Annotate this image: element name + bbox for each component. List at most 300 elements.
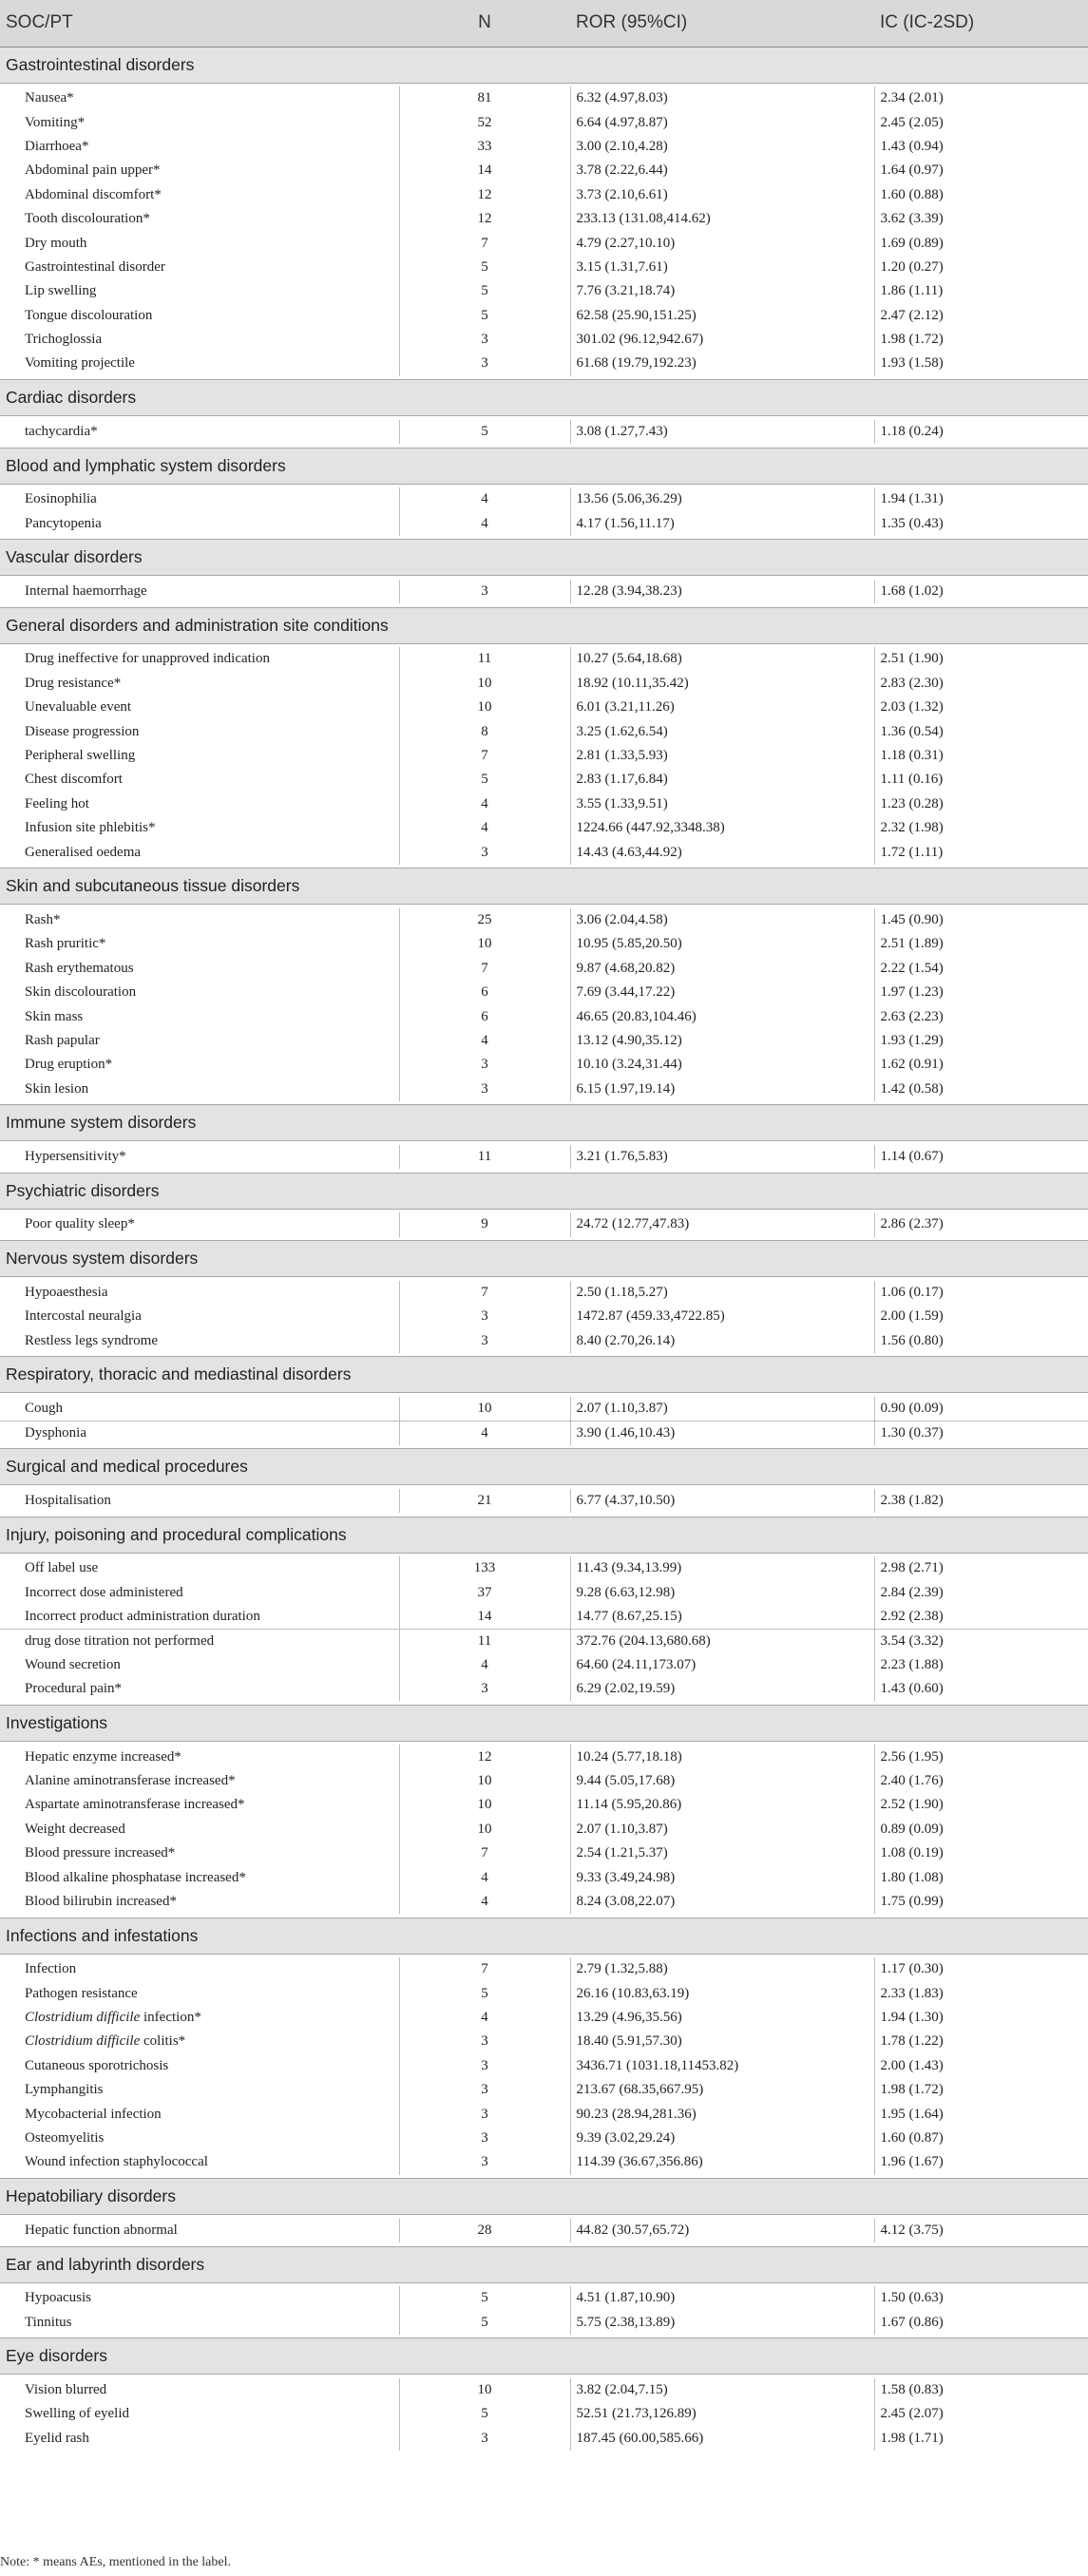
soc-row — [0, 1357, 1088, 1393]
table-row — [0, 2006, 1088, 2030]
pt-name: Skin discolouration — [25, 984, 137, 1001]
table-row — [0, 2310, 1088, 2334]
ic-value: 1.98 (1.72) — [874, 328, 1088, 352]
case-count: 10 — [399, 932, 570, 956]
table-row — [0, 1769, 1088, 1793]
table-row — [0, 1653, 1088, 1677]
pt-name: Hepatic enzyme increased* — [25, 1748, 181, 1765]
ror-value: 1472.87 (459.33,4722.85) — [570, 1305, 874, 1328]
soc-label: Cardiac disorders — [0, 380, 1088, 416]
ic-value: 1.42 (0.58) — [874, 1078, 1088, 1101]
ror-value: 64.60 (24.11,173.07) — [570, 1653, 874, 1677]
ror-value: 46.65 (20.83,104.46) — [570, 1004, 874, 1028]
table-row — [0, 1957, 1088, 1981]
case-count: 9 — [399, 1212, 570, 1236]
ror-value: 2.54 (1.21,5.37) — [570, 1841, 874, 1865]
table-row — [0, 2078, 1088, 2102]
pt-name: Feeling hot — [25, 795, 89, 811]
table-row — [0, 840, 1088, 864]
soc-label: Infections and infestations — [0, 1918, 1088, 1954]
ror-value: 10.24 (5.77,18.18) — [570, 1745, 874, 1768]
ror-value: 3.06 (2.04,4.58) — [570, 908, 874, 932]
pt-name: Infection — [25, 1961, 77, 1977]
pt-name: Intercostal neuralgia — [25, 1308, 142, 1325]
ic-value: 2.84 (2.39) — [874, 1580, 1088, 1604]
table-row — [0, 1629, 1088, 1652]
ic-value: 1.17 (0.30) — [874, 1957, 1088, 1981]
pt-name: Skin mass — [25, 1008, 84, 1024]
soc-label: General disorders and administration site conditions — [0, 607, 1088, 643]
ic-value: 1.62 (0.91) — [874, 1053, 1088, 1077]
case-count: 6 — [399, 1004, 570, 1028]
organism-name: Clostridium difficile — [25, 2010, 141, 2026]
ror-value: 11.43 (9.34,13.99) — [570, 1556, 874, 1580]
pt-name: Blood pressure increased* — [25, 1845, 176, 1861]
ic-value: 2.51 (1.90) — [874, 647, 1088, 671]
table-row — [0, 1328, 1088, 1352]
table-row — [0, 1145, 1088, 1169]
soc-label: Vascular disorders — [0, 540, 1088, 576]
case-count: 7 — [399, 1957, 570, 1981]
table-row — [0, 719, 1088, 743]
ror-value: 44.82 (30.57,65.72) — [570, 2219, 874, 2242]
ic-value: 1.36 (0.54) — [874, 719, 1088, 743]
table-row — [0, 2286, 1088, 2310]
table-row — [0, 1981, 1088, 2005]
pt-name: Alanine aminotransferase increased* — [25, 1772, 236, 1788]
ic-value: 1.18 (0.31) — [874, 744, 1088, 768]
case-count: 33 — [399, 135, 570, 159]
ic-value: 2.83 (2.30) — [874, 672, 1088, 696]
ic-value: 2.32 (1.98) — [874, 816, 1088, 840]
ror-value: 3.21 (1.76,5.83) — [570, 1145, 874, 1169]
ror-value: 3.08 (1.27,7.43) — [570, 420, 874, 444]
ic-value: 2.45 (2.07) — [874, 2402, 1088, 2426]
pt-name: Peripheral swelling — [25, 748, 136, 763]
soc-row — [0, 607, 1088, 643]
ror-value: 3.00 (2.10,4.28) — [570, 135, 874, 159]
pt-name: Drug resistance* — [25, 675, 122, 691]
table-row — [0, 2127, 1088, 2150]
pt-name: Osteomyelitis — [25, 2130, 105, 2147]
ic-value: 1.30 (0.37) — [874, 1421, 1088, 1444]
case-count: 3 — [399, 352, 570, 375]
pt-name: Hepatic function abnormal — [25, 2222, 178, 2238]
ic-value: 1.58 (0.83) — [874, 2378, 1088, 2402]
table-row — [0, 908, 1088, 932]
case-count: 4 — [399, 792, 570, 816]
case-count: 4 — [399, 487, 570, 511]
ror-value: 9.33 (3.49,24.98) — [570, 1865, 874, 1889]
pt-name: Weight decreased — [25, 1821, 125, 1837]
table-row — [0, 2054, 1088, 2078]
table-row — [0, 1841, 1088, 1865]
soc-label: Surgical and medical procedures — [0, 1449, 1088, 1485]
case-count: 14 — [399, 159, 570, 182]
pt-name: Dry mouth — [25, 235, 87, 251]
ror-value: 3.82 (2.04,7.15) — [570, 2378, 874, 2402]
soc-label: Investigations — [0, 1705, 1088, 1741]
table-row — [0, 1489, 1088, 1513]
ror-value: 6.01 (3.21,11.26) — [570, 696, 874, 719]
case-count: 5 — [399, 304, 570, 328]
ic-value: 1.69 (0.89) — [874, 231, 1088, 255]
ic-value: 1.93 (1.58) — [874, 352, 1088, 375]
table-row — [0, 816, 1088, 840]
case-count: 6 — [399, 981, 570, 1004]
table-row — [0, 1004, 1088, 1028]
table-row — [0, 2427, 1088, 2451]
ror-value: 6.15 (1.97,19.14) — [570, 1078, 874, 1101]
ic-value: 1.43 (0.94) — [874, 135, 1088, 159]
pt-name: Tongue discolouration — [25, 307, 153, 323]
ror-value: 3.55 (1.33,9.51) — [570, 792, 874, 816]
ic-value: 2.47 (2.12) — [874, 304, 1088, 328]
soc-row — [0, 47, 1088, 83]
soc-label: Respiratory, thoracic and mediastinal disorders — [0, 1357, 1088, 1393]
ic-value: 2.56 (1.95) — [874, 1745, 1088, 1768]
ror-value: 213.67 (68.35,667.95) — [570, 2078, 874, 2102]
ror-value: 14.77 (8.67,25.15) — [570, 1605, 874, 1629]
case-count: 4 — [399, 1653, 570, 1677]
soc-row — [0, 1173, 1088, 1209]
ic-value: 1.67 (0.86) — [874, 2310, 1088, 2334]
pt-name: Incorrect product administration duration — [25, 1608, 260, 1624]
ror-value: 9.28 (6.63,12.98) — [570, 1580, 874, 1604]
case-count: 21 — [399, 1489, 570, 1513]
soc-label: Gastrointestinal disorders — [0, 47, 1088, 83]
case-count: 37 — [399, 1580, 570, 1604]
soc-label: Psychiatric disorders — [0, 1173, 1088, 1209]
case-count: 81 — [399, 86, 570, 110]
table-row — [0, 1078, 1088, 1101]
soc-label: Eye disorders — [0, 2338, 1088, 2375]
pt-name: Hypoacusis — [25, 2290, 91, 2306]
case-count: 5 — [399, 1981, 570, 2005]
table-row — [0, 1053, 1088, 1077]
soc-label: Immune system disorders — [0, 1105, 1088, 1141]
ic-value: 1.18 (0.24) — [874, 420, 1088, 444]
case-count: 7 — [399, 1281, 570, 1305]
ror-value: 61.68 (19.79,192.23) — [570, 352, 874, 375]
ic-value: 3.54 (3.32) — [874, 1629, 1088, 1652]
ic-value: 2.63 (2.23) — [874, 1004, 1088, 1028]
pt-name: Chest discomfort — [25, 772, 123, 788]
ror-value: 10.27 (5.64,18.68) — [570, 647, 874, 671]
ic-value: 1.35 (0.43) — [874, 511, 1088, 535]
case-count: 3 — [399, 580, 570, 603]
table-row — [0, 2378, 1088, 2402]
table-row — [0, 207, 1088, 231]
case-count: 14 — [399, 1605, 570, 1629]
pt-name: Tooth discolouration* — [25, 211, 150, 227]
ic-value: 2.23 (1.88) — [874, 1653, 1088, 1677]
table-row — [0, 1556, 1088, 1580]
ic-value: 1.56 (0.80) — [874, 1328, 1088, 1352]
pt-name: Internal haemorrhage — [25, 583, 147, 600]
table-row — [0, 580, 1088, 603]
ic-value: 2.38 (1.82) — [874, 1489, 1088, 1513]
ror-value: 11.14 (5.95,20.86) — [570, 1793, 874, 1817]
ror-value: 2.83 (1.17,6.84) — [570, 768, 874, 792]
ror-value: 3436.71 (1031.18,11453.82) — [570, 2054, 874, 2078]
pt-name: Rash pruritic* — [25, 936, 106, 952]
soc-row — [0, 2179, 1088, 2215]
case-count: 4 — [399, 816, 570, 840]
ror-value: 26.16 (10.83,63.19) — [570, 1981, 874, 2005]
table-row — [0, 2219, 1088, 2242]
pt-name: Generalised oedema — [25, 844, 142, 860]
header-n: N — [399, 0, 570, 47]
pt-name: Blood alkaline phosphatase increased* — [25, 1869, 246, 1885]
ror-value: 233.13 (131.08,414.62) — [570, 207, 874, 231]
soc-row — [0, 868, 1088, 905]
ic-value: 2.00 (1.43) — [874, 2054, 1088, 2078]
case-count: 12 — [399, 207, 570, 231]
ror-value: 8.24 (3.08,22.07) — [570, 1890, 874, 1914]
header-soc-pt: SOC/PT — [0, 0, 399, 47]
pt-name: Diarrhoea* — [25, 138, 89, 154]
ic-value: 2.98 (2.71) — [874, 1556, 1088, 1580]
soc-row — [0, 1705, 1088, 1741]
pt-name: Wound infection staphylococcal — [25, 2154, 208, 2170]
ic-value: 1.23 (0.28) — [874, 792, 1088, 816]
case-count: 5 — [399, 768, 570, 792]
pt-name: Vomiting* — [25, 114, 86, 130]
ic-value: 0.89 (0.09) — [874, 1818, 1088, 1841]
soc-label: Ear and labyrinth disorders — [0, 2246, 1088, 2282]
case-count: 3 — [399, 840, 570, 864]
pt-name: Mycobacterial infection — [25, 2106, 162, 2122]
table-row — [0, 86, 1088, 110]
case-count: 4 — [399, 1029, 570, 1053]
ror-value: 13.29 (4.96,35.56) — [570, 2006, 874, 2030]
soc-row — [0, 448, 1088, 484]
ror-value: 90.23 (28.94,281.36) — [570, 2102, 874, 2126]
pt-name: Hospitalisation — [25, 1492, 111, 1508]
soc-row — [0, 1449, 1088, 1485]
soc-label: Skin and subcutaneous tissue disorders — [0, 868, 1088, 905]
case-count: 3 — [399, 2102, 570, 2126]
table-row — [0, 932, 1088, 956]
pt-name: tachycardia* — [25, 423, 98, 439]
pt-name: Eosinophilia — [25, 491, 97, 507]
table-row — [0, 1421, 1088, 1444]
ror-value: 13.12 (4.90,35.12) — [570, 1029, 874, 1053]
ic-value: 1.94 (1.30) — [874, 2006, 1088, 2030]
ror-value: 6.64 (4.97,8.87) — [570, 110, 874, 134]
ic-value: 2.33 (1.83) — [874, 1981, 1088, 2005]
ic-value: 1.43 (0.60) — [874, 1677, 1088, 1701]
ic-value: 1.60 (0.87) — [874, 2127, 1088, 2150]
ror-value: 62.58 (25.90,151.25) — [570, 304, 874, 328]
table-row — [0, 511, 1088, 535]
table-row — [0, 110, 1088, 134]
pt-name: Hypersensitivity* — [25, 1149, 126, 1165]
table-row — [0, 1281, 1088, 1305]
ic-value: 1.14 (0.67) — [874, 1145, 1088, 1169]
soc-label: Nervous system disorders — [0, 1241, 1088, 1277]
case-count: 10 — [399, 696, 570, 719]
case-count: 3 — [399, 328, 570, 352]
case-count: 3 — [399, 1305, 570, 1328]
table-row — [0, 135, 1088, 159]
table-header-row — [0, 0, 1088, 47]
ic-value: 2.34 (2.01) — [874, 86, 1088, 110]
ic-value: 1.75 (0.99) — [874, 1890, 1088, 1914]
table-row — [0, 304, 1088, 328]
ror-value: 301.02 (96.12,942.67) — [570, 328, 874, 352]
table-row — [0, 1605, 1088, 1629]
case-count: 12 — [399, 183, 570, 207]
pt-name: Abdominal pain upper* — [25, 162, 161, 179]
pt-name: Nausea* — [25, 90, 74, 106]
pt-name: Vomiting projectile — [25, 355, 135, 372]
table-row — [0, 352, 1088, 375]
ic-value: 1.86 (1.11) — [874, 279, 1088, 303]
ror-value: 187.45 (60.00,585.66) — [570, 2427, 874, 2451]
ror-value: 2.07 (1.10,3.87) — [570, 1397, 874, 1421]
ic-value: 1.98 (1.71) — [874, 2427, 1088, 2451]
pt-name: Abdominal discomfort* — [25, 186, 162, 202]
table-row — [0, 2030, 1088, 2053]
ic-value: 1.93 (1.29) — [874, 1029, 1088, 1053]
ic-value: 1.45 (0.90) — [874, 908, 1088, 932]
ic-value: 1.50 (0.63) — [874, 2286, 1088, 2310]
case-count: 11 — [399, 647, 570, 671]
case-count: 3 — [399, 1677, 570, 1701]
pt-name: Cough — [25, 1400, 64, 1416]
table-row — [0, 1793, 1088, 1817]
table-row — [0, 328, 1088, 352]
ic-value: 1.95 (1.64) — [874, 2102, 1088, 2126]
ic-value: 2.03 (1.32) — [874, 696, 1088, 719]
ror-value: 12.28 (3.94,38.23) — [570, 580, 874, 603]
ic-value: 3.62 (3.39) — [874, 207, 1088, 231]
case-count: 3 — [399, 1328, 570, 1352]
ic-value: 2.92 (2.38) — [874, 1605, 1088, 1629]
ror-value: 7.69 (3.44,17.22) — [570, 981, 874, 1004]
pt-name: Blood bilirubin increased* — [25, 1893, 177, 1909]
case-count: 3 — [399, 1078, 570, 1101]
case-count: 3 — [399, 2054, 570, 2078]
ic-value: 1.94 (1.31) — [874, 487, 1088, 511]
ror-value: 6.32 (4.97,8.03) — [570, 86, 874, 110]
ror-value: 9.87 (4.68,20.82) — [570, 957, 874, 981]
ic-value: 1.60 (0.88) — [874, 183, 1088, 207]
pt-name: Unevaluable event — [25, 699, 132, 716]
table-row — [0, 957, 1088, 981]
case-count: 10 — [399, 672, 570, 696]
case-count: 4 — [399, 2006, 570, 2030]
soc-row — [0, 380, 1088, 416]
table-row — [0, 1818, 1088, 1841]
table-row — [0, 672, 1088, 696]
case-count: 10 — [399, 2378, 570, 2402]
ror-value: 1224.66 (447.92,3348.38) — [570, 816, 874, 840]
case-count: 4 — [399, 1421, 570, 1444]
table-row — [0, 792, 1088, 816]
table-row — [0, 768, 1088, 792]
ic-value: 1.68 (1.02) — [874, 580, 1088, 603]
soc-row — [0, 540, 1088, 576]
pt-name: Poor quality sleep* — [25, 1216, 135, 1232]
pt-name: Rash erythematous — [25, 960, 134, 976]
pt-name: Dysphonia — [0, 1421, 399, 1444]
table-row — [0, 1029, 1088, 1053]
case-count: 5 — [399, 2286, 570, 2310]
ror-value: 3.73 (2.10,6.61) — [570, 183, 874, 207]
ror-value: 5.75 (2.38,13.89) — [570, 2310, 874, 2334]
table-row — [0, 420, 1088, 444]
soc-row — [0, 1241, 1088, 1277]
pt-name: Wound secretion — [25, 1656, 121, 1672]
ror-value: 6.29 (2.02,19.59) — [570, 1677, 874, 1701]
ror-value: 4.79 (2.27,10.10) — [570, 231, 874, 255]
pt-name: drug dose titration not performed — [0, 1629, 399, 1652]
case-count: 5 — [399, 2310, 570, 2334]
ror-value: 13.56 (5.06,36.29) — [570, 487, 874, 511]
case-count: 133 — [399, 1556, 570, 1580]
case-count: 7 — [399, 744, 570, 768]
table-row — [0, 256, 1088, 279]
case-count: 3 — [399, 1053, 570, 1077]
soc-label: Blood and lymphatic system disorders — [0, 448, 1088, 484]
table-row — [0, 1890, 1088, 1914]
ic-value: 1.98 (1.72) — [874, 2078, 1088, 2102]
soc-label: Injury, poisoning and procedural complications — [0, 1517, 1088, 1553]
table-row — [0, 2150, 1088, 2174]
ic-value: 1.64 (0.97) — [874, 159, 1088, 182]
ic-value: 1.11 (0.16) — [874, 768, 1088, 792]
table-row — [0, 1745, 1088, 1768]
case-count: 4 — [399, 511, 570, 535]
pt-name: Infusion site phlebitis* — [25, 820, 156, 836]
soc-row — [0, 1105, 1088, 1141]
case-count: 25 — [399, 908, 570, 932]
ic-value: 1.80 (1.08) — [874, 1865, 1088, 1889]
ror-value: 2.07 (1.10,3.87) — [570, 1818, 874, 1841]
pt-name: Incorrect dose administered — [25, 1584, 183, 1600]
pt-name: Trichoglossia — [25, 332, 103, 348]
case-count: 28 — [399, 2219, 570, 2242]
pt-name: Lip swelling — [25, 283, 97, 299]
pt-name: Clostridium difficile infection* — [25, 2010, 201, 2026]
case-count: 4 — [399, 1865, 570, 1889]
ror-value: 4.51 (1.87,10.90) — [570, 2286, 874, 2310]
table-row — [0, 1397, 1088, 1421]
table-row — [0, 1580, 1088, 1604]
ic-value: 2.52 (1.90) — [874, 1793, 1088, 1817]
ic-value: 1.97 (1.23) — [874, 981, 1088, 1004]
soc-row — [0, 2246, 1088, 2282]
case-count: 11 — [399, 1629, 570, 1652]
table-row — [0, 183, 1088, 207]
case-count: 5 — [399, 420, 570, 444]
ic-value: 1.78 (1.22) — [874, 2030, 1088, 2053]
case-count: 5 — [399, 256, 570, 279]
ror-value: 9.44 (5.05,17.68) — [570, 1769, 874, 1793]
pt-name: Drug eruption* — [25, 1057, 113, 1073]
case-count: 7 — [399, 1841, 570, 1865]
pt-name: Swelling of eyelid — [25, 2406, 129, 2422]
case-count: 7 — [399, 231, 570, 255]
table-row — [0, 744, 1088, 768]
ror-value: 2.50 (1.18,5.27) — [570, 1281, 874, 1305]
pt-name: Cutaneous sporotrichosis — [25, 2057, 169, 2073]
case-count: 52 — [399, 110, 570, 134]
table-row — [0, 2102, 1088, 2126]
